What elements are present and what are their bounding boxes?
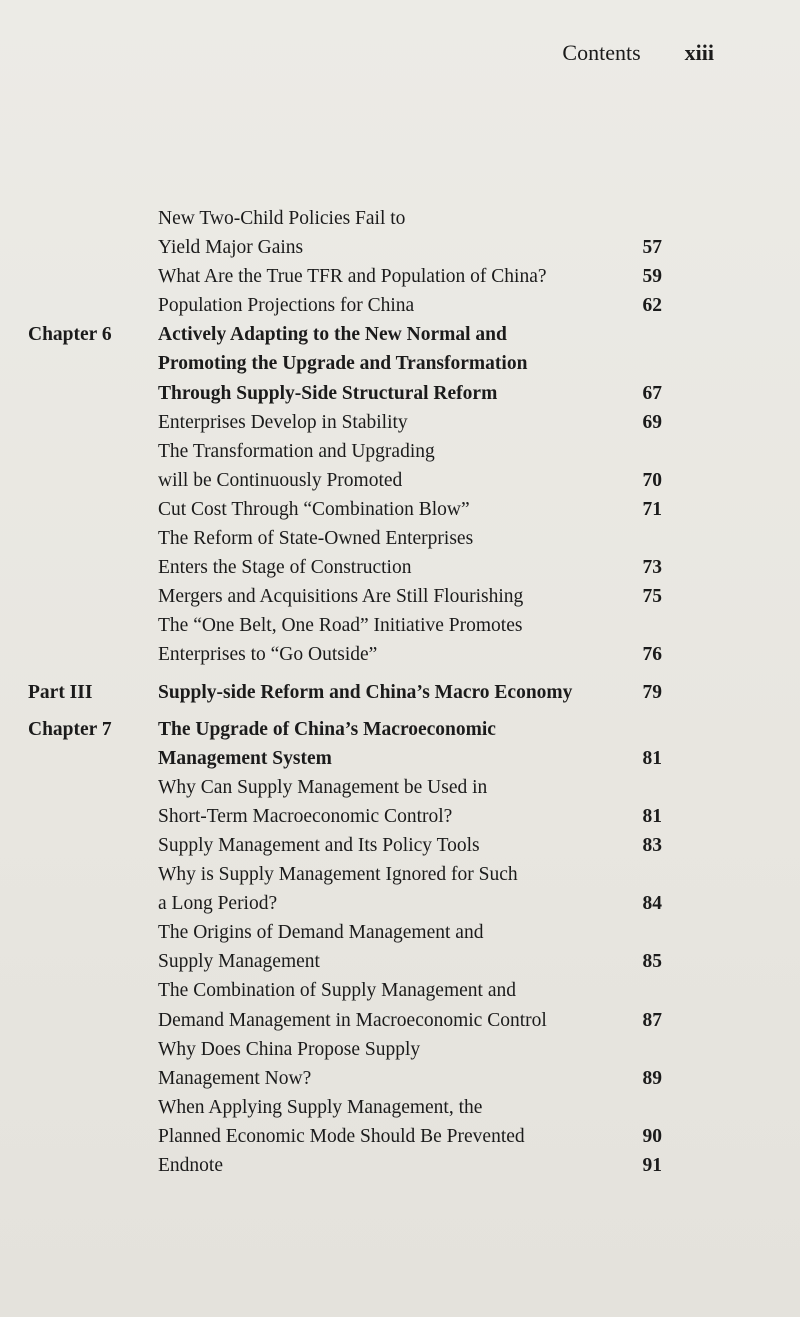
toc-entry-page-number: 75	[642, 586, 662, 608]
toc-entry-page-number: 70	[642, 469, 662, 491]
toc-entry-title: The Reform of State-Owned Enterprises	[158, 528, 474, 550]
toc-spacer	[28, 707, 668, 715]
toc-entry-title: Endnote	[158, 1155, 223, 1176]
toc-entry-label: Chapter 6	[28, 324, 112, 346]
toc-entry-page-number: 67	[642, 382, 662, 404]
toc-entry-title: The Transformation and Upgrading	[158, 440, 435, 462]
toc-entry-page-number: 89	[642, 1067, 662, 1089]
toc-entry-page-number: 71	[642, 498, 662, 520]
table-of-contents	[28, 204, 668, 1180]
toc-entry-page-number: 87	[642, 1009, 662, 1031]
toc-spacer	[28, 670, 668, 678]
toc-entry[interactable]	[28, 1064, 668, 1093]
toc-entry-title: Cut Cost Through “Combination Blow”	[158, 498, 470, 520]
toc-entry[interactable]	[28, 1006, 668, 1035]
toc-entry[interactable]	[28, 1151, 668, 1180]
toc-entry-title: Supply-side Reform and China’s Macro Economy	[158, 681, 573, 703]
toc-entry-title: Mergers and Acquisitions Are Still Flourishing	[158, 586, 524, 608]
toc-entry[interactable]	[28, 582, 668, 611]
toc-entry[interactable]	[28, 831, 668, 860]
toc-entry-title: The Origins of Demand Management and	[158, 922, 484, 944]
toc-entry[interactable]	[28, 233, 668, 262]
toc-entry-title: Enterprises Develop in Stability	[158, 411, 408, 433]
toc-entry-label: Chapter 7	[28, 718, 112, 740]
toc-entry[interactable]	[28, 678, 668, 707]
toc-entry[interactable]	[28, 349, 668, 378]
toc-entry[interactable]	[28, 553, 668, 582]
toc-entry-page-number: 81	[642, 805, 662, 827]
toc-entry-page-number: 81	[642, 747, 662, 769]
toc-entry[interactable]	[28, 773, 668, 802]
toc-entry-title: The Combination of Supply Management and	[158, 980, 516, 1002]
toc-entry-title: Yield Major Gains	[158, 237, 304, 259]
toc-entry-title: will be Continuously Promoted	[158, 469, 403, 491]
toc-entry-page-number: 76	[642, 644, 662, 666]
toc-entry-title: Actively Adapting to the New Normal and	[158, 324, 507, 346]
toc-entry-page-number: 84	[642, 893, 662, 915]
toc-entry[interactable]	[28, 889, 668, 918]
toc-entry[interactable]	[28, 262, 668, 291]
toc-entry-title: What Are the True TFR and Population of China?	[158, 266, 547, 288]
toc-entry-title: Why Does China Propose Supply	[158, 1038, 421, 1060]
toc-entry-title: Management System	[158, 747, 332, 769]
toc-entry-page-number: 62	[642, 295, 662, 317]
toc-entry[interactable]	[28, 379, 668, 408]
toc-entry-title: When Applying Supply Management, the	[158, 1096, 483, 1118]
running-header	[562, 40, 714, 66]
toc-entry-title: Supply Management and Its Policy Tools	[158, 834, 480, 856]
toc-entry[interactable]	[28, 466, 668, 495]
toc-entry[interactable]	[28, 860, 668, 889]
toc-entry[interactable]	[28, 1093, 668, 1122]
toc-entry-title: Enterprises to “Go Outside”	[158, 644, 378, 666]
toc-entry-page-number: 79	[642, 681, 662, 703]
toc-entry-page-number: 69	[642, 411, 662, 433]
toc-entry-page-number: 73	[642, 557, 662, 579]
toc-entry[interactable]	[28, 1035, 668, 1064]
toc-entry-label: Part III	[28, 681, 93, 703]
toc-entry[interactable]	[28, 437, 668, 466]
toc-entry[interactable]	[28, 611, 668, 640]
toc-entry[interactable]	[28, 976, 668, 1005]
toc-entry-page-number: 85	[642, 951, 662, 973]
toc-entry[interactable]	[28, 1122, 668, 1151]
toc-entry[interactable]	[28, 744, 668, 773]
toc-entry-title: New Two-Child Policies Fail to	[158, 208, 406, 229]
toc-entry-page-number: 83	[642, 834, 662, 856]
toc-entry-title: The “One Belt, One Road” Initiative Promotes	[158, 615, 523, 637]
toc-entry-page-number: 57	[642, 237, 662, 259]
toc-entry-title: Demand Management in Macroeconomic Control	[158, 1009, 547, 1031]
toc-entry-title: Supply Management	[158, 951, 320, 973]
toc-entry-title: Promoting the Upgrade and Transformation	[158, 353, 528, 375]
toc-entry[interactable]	[28, 204, 668, 233]
running-header-title: Contents	[562, 40, 641, 65]
toc-entry-title: Management Now?	[158, 1067, 312, 1089]
toc-entry-title: a Long Period?	[158, 893, 278, 915]
toc-entry-title: Through Supply-Side Structural Reform	[158, 382, 498, 404]
toc-entry[interactable]	[28, 715, 668, 744]
toc-entry[interactable]	[28, 802, 668, 831]
toc-entry-title: Population Projections for China	[158, 295, 415, 317]
toc-entry-title: Short-Term Macroeconomic Control?	[158, 805, 453, 827]
toc-entry[interactable]	[28, 408, 668, 437]
toc-entry-page-number: 91	[642, 1155, 662, 1176]
toc-entry-title: The Upgrade of China’s Macroeconomic	[158, 718, 496, 740]
toc-entry[interactable]	[28, 320, 668, 349]
toc-entry-title: Why Can Supply Management be Used in	[158, 776, 488, 798]
toc-entry-page-number: 90	[642, 1125, 662, 1147]
toc-entry[interactable]	[28, 291, 668, 320]
toc-entry[interactable]	[28, 947, 668, 976]
page-folio: xiii	[684, 40, 714, 65]
toc-entry[interactable]	[28, 918, 668, 947]
toc-entry[interactable]	[28, 640, 668, 669]
toc-entry-title: Planned Economic Mode Should Be Prevented	[158, 1125, 525, 1147]
toc-entry-page-number: 59	[642, 266, 662, 288]
toc-entry[interactable]	[28, 524, 668, 553]
toc-entry-title: Why is Supply Management Ignored for Such	[158, 864, 518, 886]
toc-entry[interactable]	[28, 495, 668, 524]
toc-entry-title: Enters the Stage of Construction	[158, 557, 412, 579]
